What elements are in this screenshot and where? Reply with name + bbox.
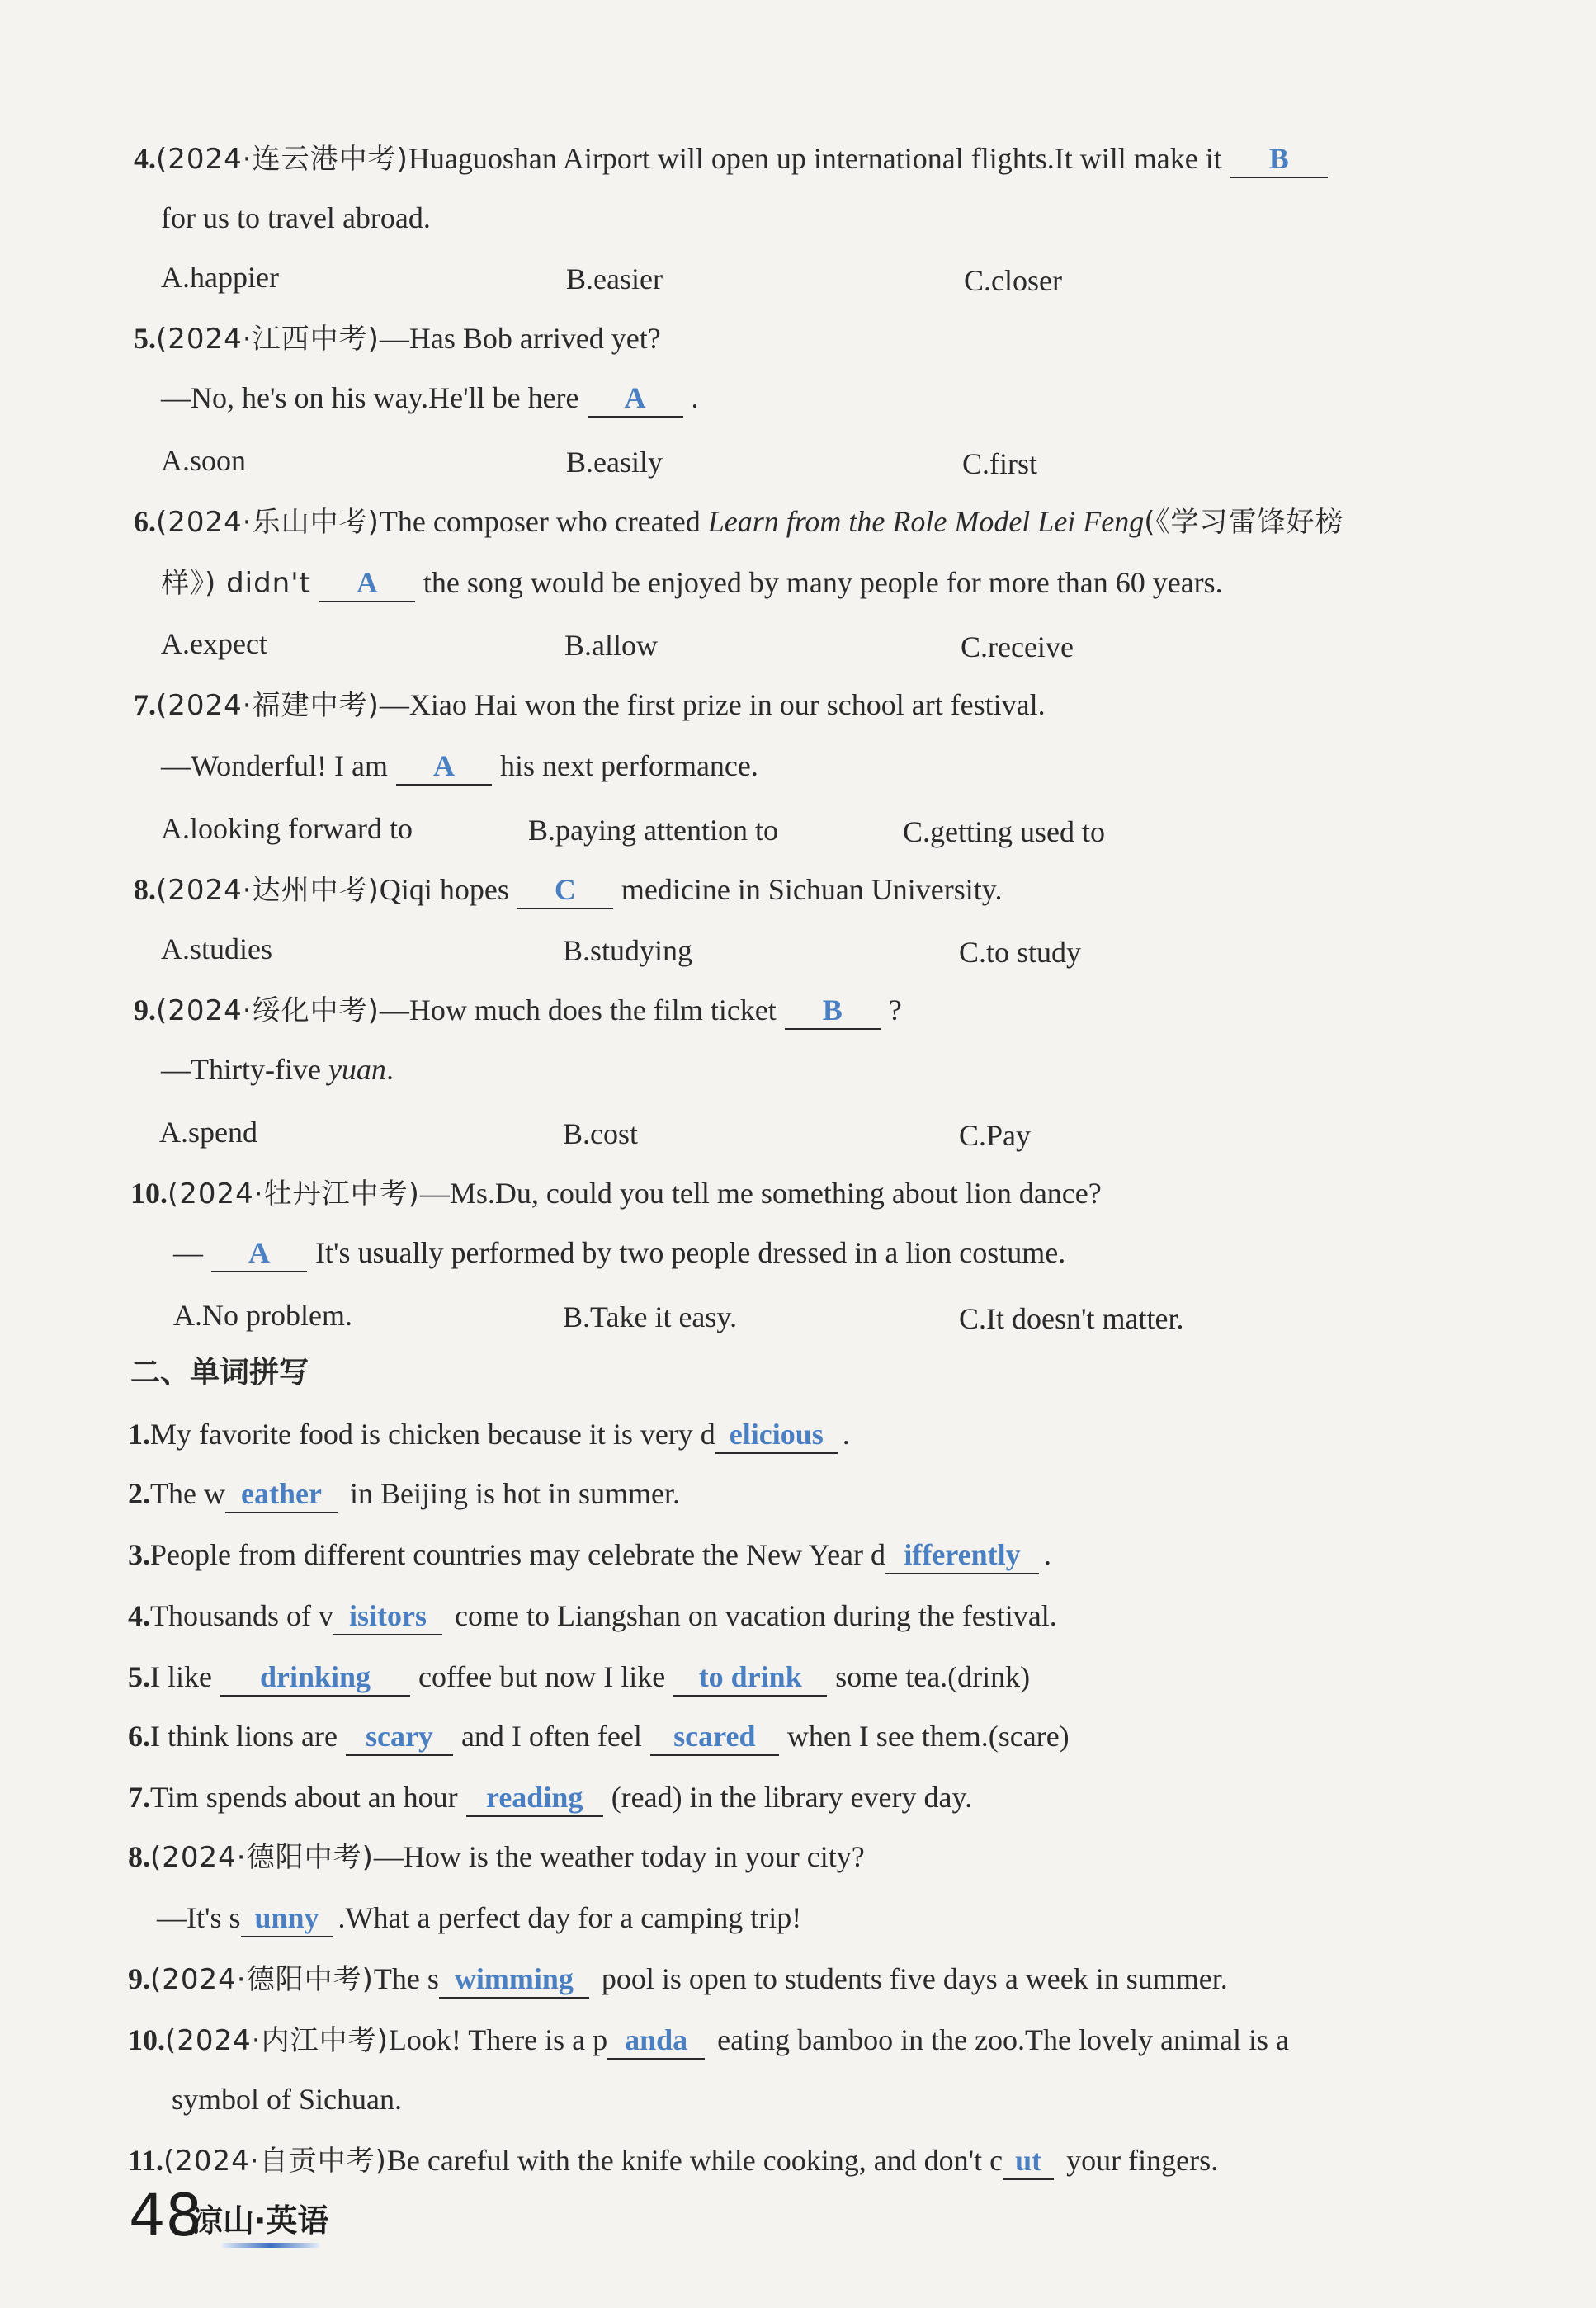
q-text: My favorite food is chicken because it is very d xyxy=(150,1418,715,1451)
answer-blank[interactable] xyxy=(439,1961,589,1999)
option-c: C.getting used to xyxy=(903,815,1105,848)
q-text: some tea.(drink) xyxy=(835,1660,1031,1693)
q-number: 9. xyxy=(134,994,156,1027)
q-text: —Wonderful! I am xyxy=(161,749,389,782)
mc-q4-line2 xyxy=(161,198,431,238)
q-text: I think lions are xyxy=(150,1720,338,1753)
q-text: and I often feel xyxy=(460,1720,642,1753)
q-source: (2024·德阳中考) xyxy=(150,1841,374,1874)
book-title: 凉山·英语 xyxy=(191,2202,329,2239)
option-c: C.receive xyxy=(961,630,1074,663)
q-source: (2024·牡丹江中考) xyxy=(168,1178,420,1211)
q-text: Look! There is a p xyxy=(388,2023,608,2056)
spell-q8 xyxy=(128,1837,865,1877)
option-c: C.closer xyxy=(964,264,1062,297)
spell-q4 xyxy=(128,1596,1057,1635)
mc-q9-line2 xyxy=(161,1050,394,1089)
spell-q2 xyxy=(128,1474,680,1513)
q-source: (2024·绥化中考) xyxy=(156,994,380,1027)
q-number: 7. xyxy=(128,1781,150,1814)
answer-text: unny xyxy=(254,1901,319,1934)
q-number: 4. xyxy=(134,142,156,175)
q-text: . xyxy=(691,381,699,414)
answer-blank[interactable] xyxy=(517,871,613,909)
q-source: (2024·江西中考) xyxy=(156,323,380,356)
answer-text: B xyxy=(1268,142,1289,175)
q-text: 样》) didn't xyxy=(161,567,311,600)
q-source: (2024·达州中考) xyxy=(156,874,380,907)
q-text: The s xyxy=(373,1962,439,1995)
option-a: A.studies xyxy=(161,932,272,965)
q-number: 9. xyxy=(128,1962,150,1995)
answer-text: isitors xyxy=(348,1599,427,1632)
section-heading: 二、单词拼写 xyxy=(130,1356,309,1390)
answer-blank[interactable] xyxy=(319,564,415,602)
option-b: B.easier xyxy=(566,262,663,295)
q-text: Qiqi hopes xyxy=(379,873,509,906)
q-source: (2024·德阳中考) xyxy=(150,1963,374,1996)
option-b: B.allow xyxy=(564,629,658,662)
mc-q7 xyxy=(134,685,1046,725)
option-a: A.No problem. xyxy=(173,1299,352,1332)
answer-text: A xyxy=(248,1236,270,1269)
q-text: eating bamboo in the zoo.The lovely animal is a xyxy=(717,2023,1289,2056)
q-text: the song would be enjoyed by many people for more than 60 years. xyxy=(423,566,1223,599)
option-a: A.spend xyxy=(159,1116,257,1149)
q-text: —How is the weather today in your city? xyxy=(373,1840,865,1873)
answer-blank[interactable] xyxy=(346,1718,453,1756)
option-c: C.to study xyxy=(959,936,1082,969)
q-text: —Has Bob arrived yet? xyxy=(379,322,661,355)
option-b: B.studying xyxy=(563,934,693,967)
option-c: C.Pay xyxy=(959,1119,1032,1152)
answer-text: reading xyxy=(486,1781,583,1814)
q-text: (read) in the library every day. xyxy=(611,1781,973,1814)
q-text: Huaguoshan Airport will open up international flights.It will make it xyxy=(408,142,1222,175)
answer-blank-2[interactable] xyxy=(650,1718,779,1756)
q-text: I like xyxy=(150,1660,212,1693)
answer-text: scared xyxy=(673,1720,756,1753)
q-number: 4. xyxy=(128,1599,150,1632)
answer-text: anda xyxy=(625,2023,688,2056)
answer-text: wimming xyxy=(454,1962,574,1995)
q-number: 10. xyxy=(128,2023,165,2056)
answer-text: to drink xyxy=(698,1660,802,1693)
answer-blank[interactable] xyxy=(241,1900,333,1937)
q-source: (2024·内江中考) xyxy=(165,2024,389,2057)
answer-blank[interactable] xyxy=(211,1234,307,1272)
mc-q5 xyxy=(134,319,661,359)
option-b: B.Take it easy. xyxy=(563,1300,738,1333)
q-text: when I see them.(scare) xyxy=(786,1720,1070,1753)
q-text: ? xyxy=(888,994,902,1027)
answer-blank[interactable] xyxy=(1003,2142,1054,2180)
option-b: B.easily xyxy=(566,446,663,479)
option-b: B.paying attention to xyxy=(528,814,778,847)
q-number: 6. xyxy=(128,1720,150,1753)
mc-q7-line2 xyxy=(161,746,758,786)
spell-q7 xyxy=(128,1777,972,1817)
q-number: 10. xyxy=(130,1177,168,1210)
q-text: . xyxy=(842,1418,850,1451)
answer-text: A xyxy=(356,566,378,599)
answer-blank[interactable] xyxy=(588,380,683,418)
q-text: It's usually performed by two people dressed in a lion costume. xyxy=(315,1236,1066,1269)
option-b: B.cost xyxy=(563,1117,639,1150)
q-source: (2024·自贡中考) xyxy=(163,2145,387,2178)
song-title-cn: (《学习雷锋好榜 xyxy=(1144,506,1344,539)
answer-text: drinking xyxy=(259,1660,371,1693)
answer-blank[interactable] xyxy=(220,1659,410,1697)
answer-text: scary xyxy=(365,1720,433,1753)
q-text: —No, he's on his way.He'll be here xyxy=(161,381,579,414)
q-text: . xyxy=(385,1053,394,1086)
q-number: 2. xyxy=(128,1477,150,1510)
spell-q10 xyxy=(128,2020,1289,2060)
q-text: — xyxy=(173,1236,203,1269)
song-title: Learn from the Role Model Lei Feng xyxy=(707,505,1145,538)
q-text: . xyxy=(1044,1538,1052,1571)
mc-q5-line2 xyxy=(161,378,699,418)
q-text: for us to travel abroad. xyxy=(161,201,431,234)
answer-text: C xyxy=(554,873,576,906)
q-text: coffee but now I like xyxy=(418,1660,666,1693)
q-number: 11. xyxy=(128,2144,164,2177)
option-a: A.soon xyxy=(161,444,247,477)
q-text: come to Liangshan on vacation during the festival. xyxy=(454,1599,1057,1632)
q-number: 7. xyxy=(134,688,156,721)
q-text: —It's s xyxy=(157,1901,241,1934)
page-number: 48 xyxy=(129,2182,203,2249)
answer-text: elicious xyxy=(729,1418,824,1451)
mc-q9 xyxy=(134,990,902,1031)
mc-q8 xyxy=(134,870,1002,910)
q-text: symbol of Sichuan. xyxy=(172,2083,402,2116)
q-number: 1. xyxy=(128,1418,150,1451)
q-text: .What a perfect day for a camping trip! xyxy=(338,1901,802,1934)
q-text: People from different countries may celebrate the New Year d xyxy=(150,1538,886,1571)
q-text: The composer who created xyxy=(379,505,701,538)
q-number: 6. xyxy=(134,505,156,538)
answer-text: ifferently xyxy=(904,1538,1021,1571)
mc-q10 xyxy=(130,1173,1102,1214)
q-text: The w xyxy=(150,1477,225,1510)
q-text: —How much does the film ticket xyxy=(379,994,777,1027)
answer-text: B xyxy=(822,994,843,1027)
q-source: (2024·福建中考) xyxy=(156,689,380,722)
option-a: A.happier xyxy=(161,261,279,294)
q-source: (2024·连云港中考) xyxy=(156,143,408,176)
spell-q9 xyxy=(128,1959,1228,1999)
mc-q6-line2 xyxy=(161,563,1223,603)
answer-text: eather xyxy=(240,1477,322,1510)
answer-blank[interactable] xyxy=(396,748,492,786)
mc-q6 xyxy=(134,502,1344,542)
q-text: —Thirty-five xyxy=(161,1053,321,1086)
spell-q5 xyxy=(128,1657,1030,1697)
answer-blank[interactable] xyxy=(1230,140,1328,178)
answer-blank[interactable] xyxy=(466,1779,603,1817)
answer-blank[interactable] xyxy=(785,992,881,1030)
spell-q10-line2 xyxy=(172,2079,402,2119)
q-text: medicine in Sichuan University. xyxy=(621,873,1003,906)
option-a: A.looking forward to xyxy=(161,812,413,845)
answer-text: A xyxy=(433,749,456,782)
answer-blank[interactable] xyxy=(607,2022,705,2060)
answer-blank[interactable] xyxy=(333,1598,442,1635)
spell-q8-line2 xyxy=(157,1898,801,1937)
spell-q6 xyxy=(128,1716,1070,1756)
mc-q4 xyxy=(134,139,1336,179)
answer-text: ut xyxy=(1015,2144,1042,2177)
q-number: 8. xyxy=(128,1840,150,1873)
spell-q3 xyxy=(128,1535,1051,1574)
currency-word: yuan xyxy=(328,1053,386,1086)
mc-q10-line2 xyxy=(173,1233,1065,1272)
spell-q1 xyxy=(128,1414,850,1454)
q-text: Be careful with the knife while cooking, and don't c xyxy=(386,2144,1003,2177)
q-number: 3. xyxy=(128,1538,150,1571)
q-source: (2024·乐山中考) xyxy=(156,506,380,539)
spell-q11 xyxy=(128,2140,1218,2181)
option-a: A.expect xyxy=(161,627,267,660)
q-text: Thousands of v xyxy=(150,1599,333,1632)
q-number: 8. xyxy=(134,873,156,906)
option-c: C.first xyxy=(962,447,1038,480)
answer-text: A xyxy=(624,381,646,414)
q-text: —Ms.Du, could you tell me something about lion dance? xyxy=(419,1177,1102,1210)
q-text: his next performance. xyxy=(500,749,758,782)
q-number: 5. xyxy=(128,1660,150,1693)
answer-blank[interactable] xyxy=(715,1416,838,1454)
q-text: Tim spends about an hour xyxy=(150,1781,458,1814)
q-number: 5. xyxy=(134,322,156,355)
option-c: C.It doesn't matter. xyxy=(959,1302,1184,1335)
q-text: in Beijing is hot in summer. xyxy=(349,1477,680,1510)
answer-blank[interactable] xyxy=(225,1475,338,1513)
footer-decoration xyxy=(221,2243,320,2248)
q-text: pool is open to students five days a week in summer. xyxy=(601,1962,1228,1995)
q-text: —Xiao Hai won the first prize in our school art festival. xyxy=(379,688,1046,721)
answer-blank[interactable] xyxy=(885,1536,1039,1574)
answer-blank-2[interactable] xyxy=(673,1659,827,1697)
q-text: your fingers. xyxy=(1066,2144,1219,2177)
